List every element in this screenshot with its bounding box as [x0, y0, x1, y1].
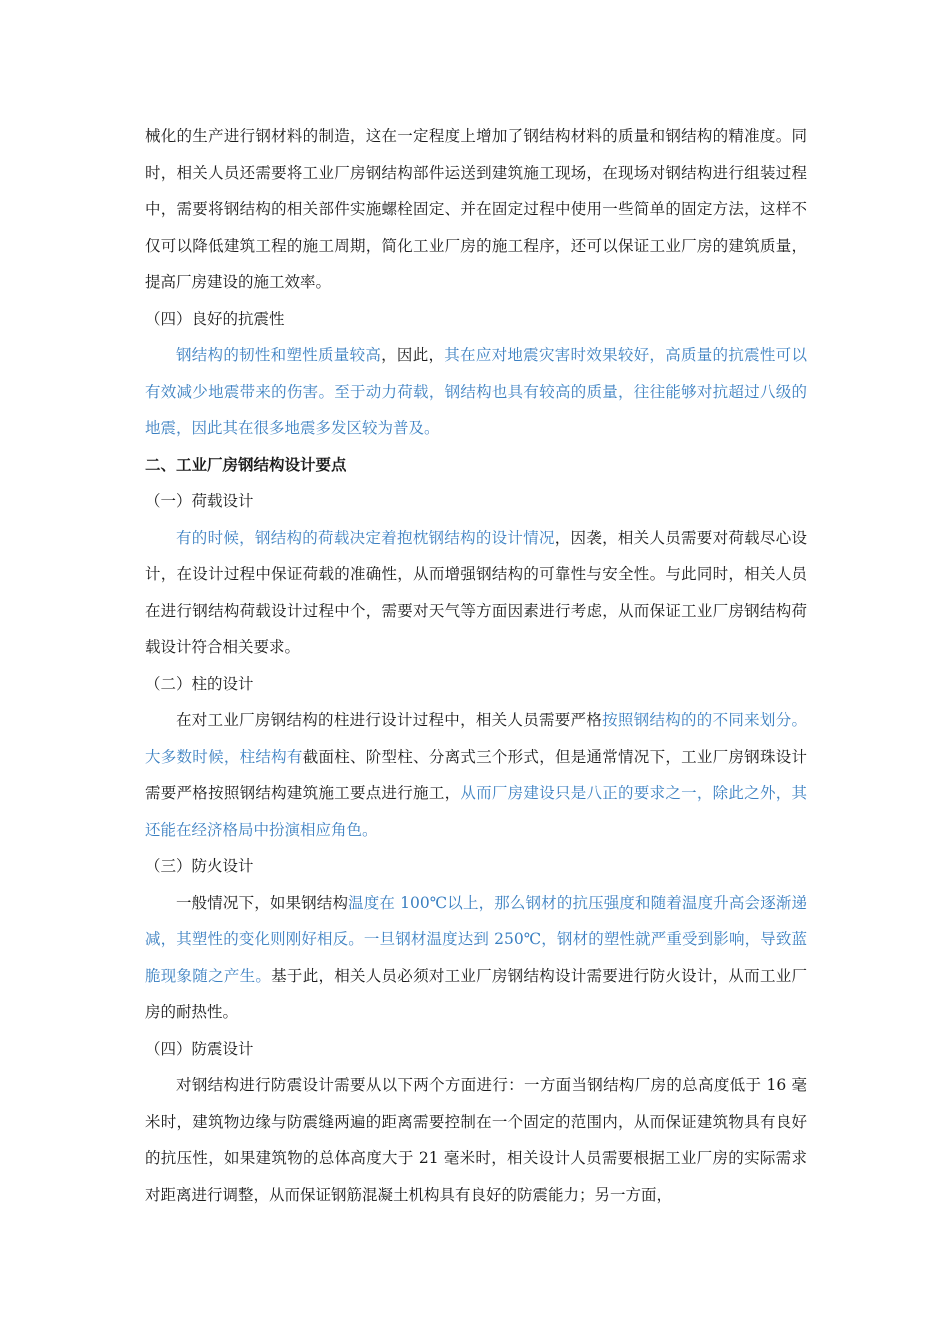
highlight-text: 温度在 100℃以上，那么钢材的抗压强度和随着温度升高会逐渐递减，其塑性的变化则刚好相反。一旦钢材温度达到 250℃，钢材的塑性就严重受到影响，导致蓝脆现象随之产生。 — [145, 893, 807, 985]
highlight-text: 有的时候，钢结构的荷载决定着抱枕钢结构的设计情况 — [176, 528, 555, 547]
highlight-text: 其在应对地震灾害时效果较好，高质量的抗震性可以有效减少地震带来的伤害。至于动力荷载，钢结构也具有较高的质量，往往能够对抗超过八级的地震，因此其在很多地震多发区较为普及。 — [145, 346, 807, 437]
subheading-fire: （三）防火设计 — [145, 857, 254, 875]
document-body — [145, 118, 807, 1213]
body-text: ，因此， — [381, 346, 445, 364]
subheading-seismic: （四）良好的抗震性 — [145, 309, 285, 328]
highlight-text: 按照钢结构的的不同来划分。大多数时候，柱结构有 — [145, 711, 807, 766]
highlight-text: 钢结构的韧性和塑性质量较高 — [176, 346, 382, 364]
body-text: 截面柱、阶型柱、分离式三个形式，但是通常情况下，工业厂房钢珠设计需要严格按照钢结构建筑施工要点进行施工， — [145, 747, 807, 802]
subheading-column: （二）柱的设计 — [145, 674, 254, 693]
paragraph-quake: 对钢结构进行防震设计需要从以下两个方面进行：一方面当钢结构厂房的总高度低于 16 毫米时，建筑物边缘与防震缝两遍的距离需要控制在一个固定的范围内，从而保证建筑物具有良好的抗压性，如果建筑物的总体高度大于 21 毫米时，相关设计人员需要根据工业厂房的实际需求对距离进行调整，从而保证钢筋混凝土机构具有良好的防震能力；另一方面， — [145, 1076, 807, 1204]
paragraph-seismic — [145, 337, 807, 447]
section-heading: 二、工业厂房钢结构设计要点 — [145, 454, 347, 474]
paragraph-intro: 械化的生产进行钢材料的制造，这在一定程度上增加了钢结构材料的质量和钢结构的精准度。同时，相关人员还需要将工业厂房钢结构部件运送到建筑施工现场，在现场对钢结构进行组装过程中，需要将钢结构的相关部件实施螺栓固定、并在固定过程中使用一些简单的固定方法，这样不仅可以降低建筑工程的施工周期，简化工业厂房的施工程序，还可以保证工业厂房的建筑质量，提高厂房建设的施工效率。 — [145, 127, 807, 291]
paragraph-fire — [145, 885, 807, 1031]
body-text: 基于此，相关人员必须对工业厂房钢结构设计需要进行防火设计，从而工业厂房的耐热性。 — [145, 966, 807, 1021]
subheading-quake: （四）防震设计 — [145, 1039, 254, 1058]
body-text: 一般情况下，如果钢结构 — [176, 893, 349, 912]
paragraph-column — [145, 702, 807, 848]
subheading-load: （一）荷载设计 — [145, 492, 254, 510]
body-text: 在对工业厂房钢结构的柱进行设计过程中，相关人员需要严格 — [176, 711, 603, 729]
body-text: ，因袭，相关人员需要对荷载尽心设计，在设计过程中保证荷载的准确性，从而增强钢结构的可靠性与安全性。与此同时，相关人员在进行钢结构荷载设计过程中个，需要对天气等方面因素进行考虑，从而保证工业厂房钢结构荷载设计符合相关要求。 — [145, 528, 807, 656]
highlight-text: 从而厂房建设只是八正的要求之一，除此之外，其还能在经济格局中扮演相应角色。 — [145, 784, 807, 839]
paragraph-load — [145, 520, 807, 666]
